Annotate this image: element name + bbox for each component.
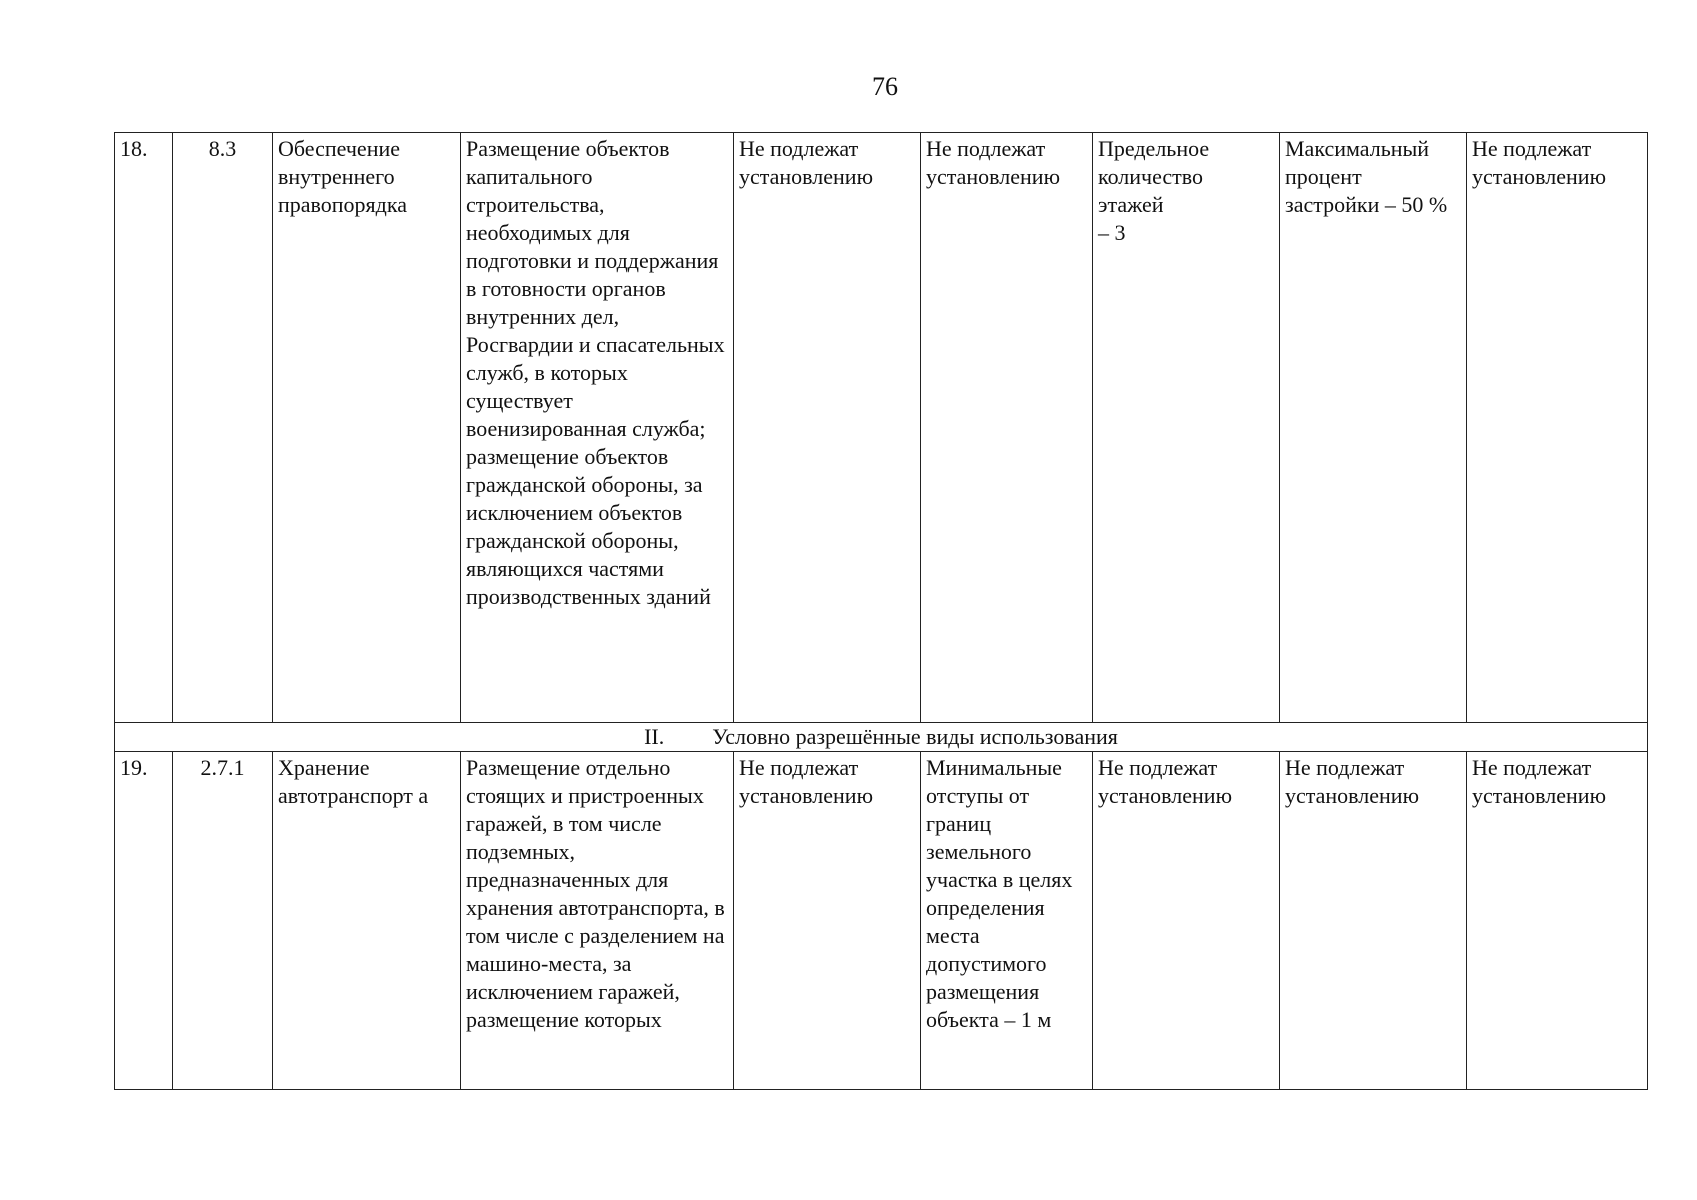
cell-col7: Не подлежат установлению [1093,752,1280,1090]
use-code: 8.3 [173,133,273,723]
cell-col7: Предельное количество этажей – 3 [1093,133,1280,723]
cell-col8: Не подлежат установлению [1280,752,1467,1090]
cell-col9: Не подлежат установлению [1467,133,1648,723]
cell-col8: Максимальный процент застройки – 50 % [1280,133,1467,723]
use-description: Размещение отдельно стоящих и пристроенных гаражей, в том числе подземных, предназначенных для хранения автотранспорта, в том числе с разделением на машино-места, за исключением гаражей, размещение которых [461,752,734,1090]
section-header-row [115,723,1648,752]
cell-col5: Не подлежат установлению [734,133,921,723]
cell-col6: Минимальные отступы от границ земельного участка в целях определения места допустимого размещения объекта – 1 м [921,752,1093,1090]
table-row [115,133,1648,723]
use-name: Хранение автотранспорт а [273,752,461,1090]
land-use-table [114,132,1648,1090]
row-number: 18. [115,133,173,723]
cell-col5: Не подлежат установлению [734,752,921,1090]
use-name: Обеспечение внутреннего правопорядка [273,133,461,723]
page-number: 76 [872,72,898,101]
cell-col6: Не подлежат установлению [921,133,1093,723]
use-description: Размещение объектов капитального строительства, необходимых для подготовки и поддержания в готовности органов внутренних дел, Росгвардии и спасательных служб, в которых существует военизированная служба; размещение объектов гражданской обороны, за исключением объектов гражданской обороны, являющихся частями производственных зданий [461,133,734,723]
section-title: Условно разрешённые виды использования [712,724,1118,749]
table-row [115,752,1648,1090]
use-code: 2.7.1 [173,752,273,1090]
cell-col9: Не подлежат установлению [1467,752,1648,1090]
row-number: 19. [115,752,173,1090]
section-numeral: II. [644,724,665,749]
section-header [115,723,1648,752]
